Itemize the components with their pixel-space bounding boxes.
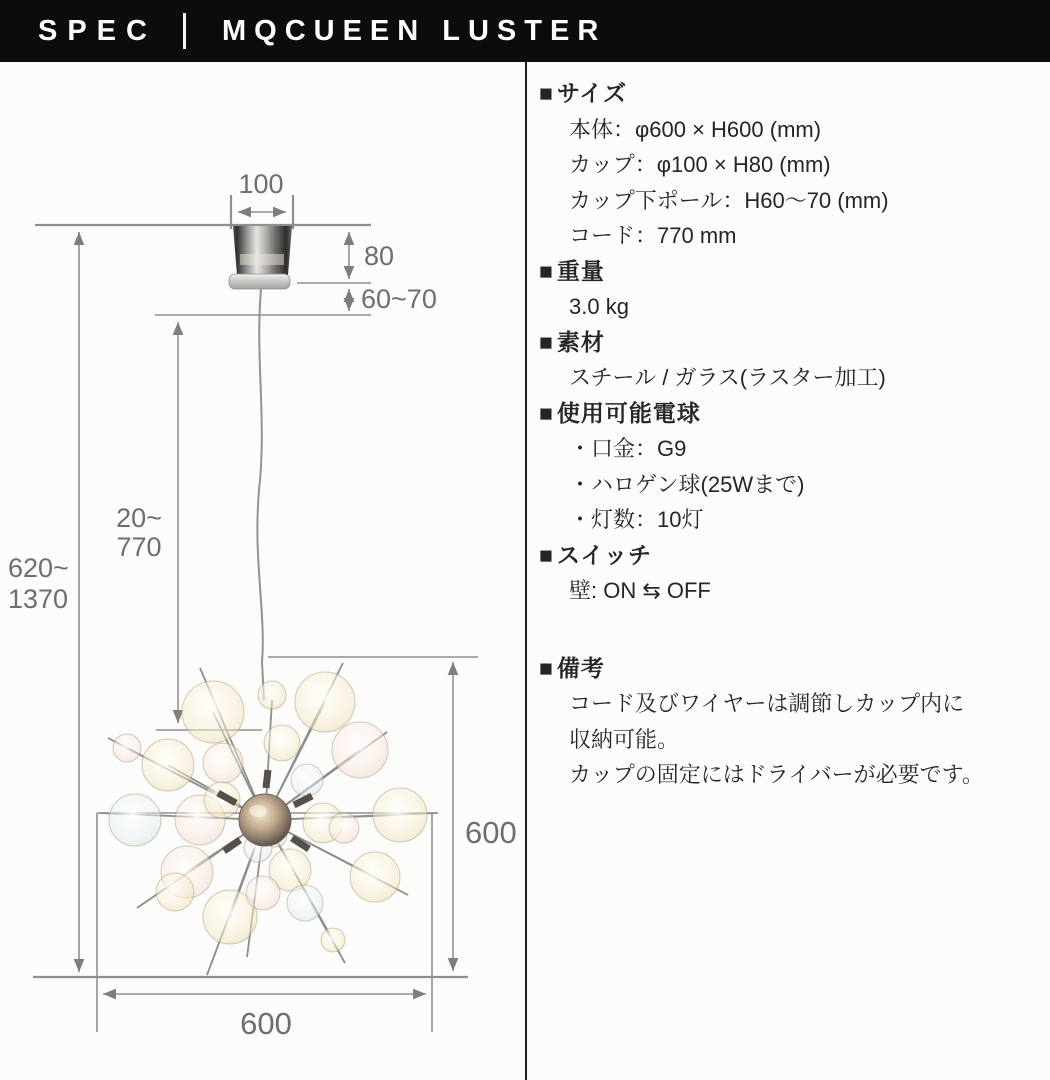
ceiling-cup [229,226,292,289]
dim-cord [116,322,262,730]
spec-bulb-type: ・ハロゲン球(25Wまで) [569,471,805,497]
spec-size-body: 本体：φ600 × H600 (mm) [569,116,822,142]
square-bullet-icon: ■ [539,541,554,568]
spec-size-cup: カップ：φ100 × H80 (mm) [569,152,831,177]
dim-cup-height [349,232,394,279]
section-heading-notes [539,651,1042,687]
header-separator [183,13,186,49]
square-bullet-icon: ■ [539,257,554,284]
dim-total-height [8,232,79,972]
dim-label-cup-height: 80 [364,241,395,271]
dim-cup-width [231,169,293,229]
spec-note-line: 収納可能。 [569,726,680,752]
spec-bulb-count: ・灯数：10灯 [569,507,704,532]
dim-label-cord-2: 770 [116,532,162,562]
header-spec-label: SPEC [38,14,157,47]
heading-notes-label: 備考 [556,654,605,681]
spec-note-line: カップの固定にはドライバーが必要です。 [569,762,984,787]
heading-bulb-label: 使用可能電球 [556,399,701,426]
spec-size-pole: カップ下ポール：H60〜70 (mm) [569,187,889,213]
spec-switch-value: 壁: ON ⇆ OFF [569,578,711,603]
dim-label-body-height: 600 [465,815,517,850]
heading-switch-label: スイッチ [556,541,652,568]
dimension-drawing [0,62,526,1080]
dim-label-total-1: 620~ [8,553,69,583]
section-heading-bulb [539,396,1042,432]
spec-bulb-base: ・口金：G9 [569,436,687,461]
square-bullet-icon: ■ [539,399,554,426]
dim-pole [349,284,437,314]
square-bullet-icon: ■ [539,328,554,355]
header-bar [0,0,1050,62]
dim-label-cup-width: 100 [238,169,284,199]
section-heading-size [539,76,1042,112]
dim-label-total-2: 1370 [8,584,69,614]
square-bullet-icon: ■ [539,80,554,106]
product-title: MQCUEEN LUSTER [221,14,607,47]
section-heading-switch [539,538,1042,574]
section-heading-material [539,325,1042,361]
heading-size-label: サイズ [556,80,628,106]
heading-material-label: 素材 [556,328,605,355]
square-bullet-icon: ■ [539,654,554,681]
dim-label-pole: 60~70 [361,284,437,314]
spec-size-cord: コード：770 mm [569,223,737,248]
dim-label-cord-1: 20~ [116,503,162,533]
cord [257,289,264,700]
spec-material-value: スチール / ガラス(ラスター加工) [569,365,886,390]
heading-weight-label: 重量 [556,257,605,284]
spec-panel [527,62,1050,793]
spec-note-line: コード及びワイヤーは調節しカップ内に [569,691,965,716]
dim-label-body-width: 600 [240,1006,292,1041]
section-heading-weight [539,254,1042,290]
spec-weight-value: 3.0 kg [569,294,629,319]
